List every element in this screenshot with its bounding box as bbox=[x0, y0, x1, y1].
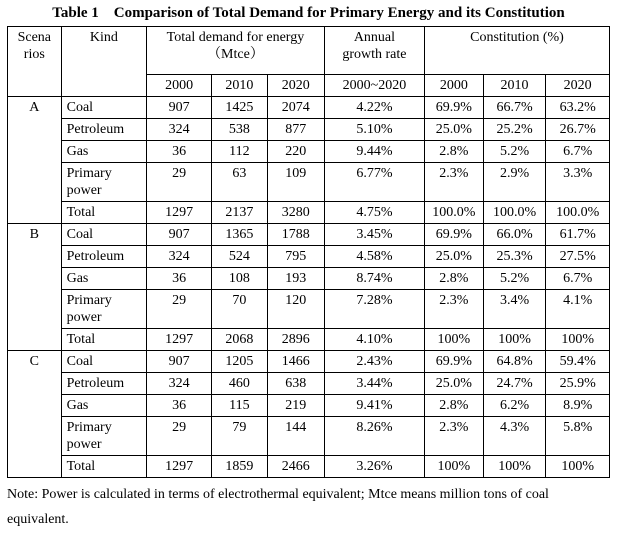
kind-cell: Coal bbox=[61, 351, 146, 373]
constitution-2010-cell: 100.0% bbox=[483, 202, 546, 224]
header-const-2020: 2020 bbox=[546, 75, 610, 97]
constitution-2000-cell: 69.9% bbox=[424, 97, 483, 119]
header-const-2010: 2010 bbox=[483, 75, 546, 97]
demand-2010-cell: 79 bbox=[212, 417, 267, 456]
constitution-2020-cell: 3.3% bbox=[546, 163, 610, 202]
constitution-2010-cell: 66.7% bbox=[483, 97, 546, 119]
constitution-2020-cell: 4.1% bbox=[546, 290, 610, 329]
demand-2020-cell: 638 bbox=[267, 373, 324, 395]
table-row bbox=[8, 417, 610, 456]
constitution-2020-cell: 25.9% bbox=[546, 373, 610, 395]
constitution-2010-cell: 64.8% bbox=[483, 351, 546, 373]
table-row bbox=[8, 119, 610, 141]
demand-2020-cell: 193 bbox=[267, 268, 324, 290]
constitution-2020-cell: 100.0% bbox=[546, 202, 610, 224]
demand-2000-cell: 36 bbox=[147, 395, 212, 417]
demand-2010-cell: 70 bbox=[212, 290, 267, 329]
demand-2010-cell: 1365 bbox=[212, 224, 267, 246]
constitution-2000-cell: 2.8% bbox=[424, 268, 483, 290]
table-row bbox=[8, 224, 610, 246]
demand-2020-cell: 109 bbox=[267, 163, 324, 202]
header-scenarios: Scena rios bbox=[8, 27, 62, 97]
demand-2000-cell: 29 bbox=[147, 417, 212, 456]
demand-2000-cell: 907 bbox=[147, 351, 212, 373]
kind-cell: Coal bbox=[61, 97, 146, 119]
constitution-2000-cell: 2.3% bbox=[424, 163, 483, 202]
growth-rate-cell: 3.45% bbox=[324, 224, 424, 246]
constitution-2010-cell: 100% bbox=[483, 329, 546, 351]
growth-rate-cell: 9.41% bbox=[324, 395, 424, 417]
constitution-2000-cell: 2.3% bbox=[424, 290, 483, 329]
constitution-2020-cell: 61.7% bbox=[546, 224, 610, 246]
constitution-2020-cell: 100% bbox=[546, 456, 610, 478]
constitution-2020-cell: 8.9% bbox=[546, 395, 610, 417]
demand-2020-cell: 219 bbox=[267, 395, 324, 417]
demand-2010-cell: 524 bbox=[212, 246, 267, 268]
constitution-2000-cell: 25.0% bbox=[424, 119, 483, 141]
demand-2000-cell: 29 bbox=[147, 163, 212, 202]
growth-rate-cell: 6.77% bbox=[324, 163, 424, 202]
kind-cell: Primary power bbox=[61, 417, 146, 456]
growth-rate-cell: 8.26% bbox=[324, 417, 424, 456]
header-demand-group: Total demand for energy （Mtce） bbox=[147, 27, 325, 75]
scenario-cell: A bbox=[8, 97, 62, 224]
demand-2020-cell: 877 bbox=[267, 119, 324, 141]
constitution-2020-cell: 63.2% bbox=[546, 97, 610, 119]
kind-cell: Gas bbox=[61, 268, 146, 290]
kind-cell: Primary power bbox=[61, 163, 146, 202]
constitution-2020-cell: 6.7% bbox=[546, 268, 610, 290]
growth-rate-cell: 4.10% bbox=[324, 329, 424, 351]
growth-rate-cell: 5.10% bbox=[324, 119, 424, 141]
table-row bbox=[8, 163, 610, 202]
demand-2020-cell: 3280 bbox=[267, 202, 324, 224]
energy-demand-table bbox=[7, 26, 610, 478]
kind-cell: Petroleum bbox=[61, 119, 146, 141]
kind-cell: Total bbox=[61, 202, 146, 224]
constitution-2020-cell: 6.7% bbox=[546, 141, 610, 163]
demand-2000-cell: 1297 bbox=[147, 329, 212, 351]
kind-cell: Gas bbox=[61, 395, 146, 417]
constitution-2000-cell: 69.9% bbox=[424, 351, 483, 373]
table-row bbox=[8, 246, 610, 268]
kind-cell: Gas bbox=[61, 141, 146, 163]
demand-2010-cell: 115 bbox=[212, 395, 267, 417]
demand-2010-cell: 1425 bbox=[212, 97, 267, 119]
demand-2020-cell: 2896 bbox=[267, 329, 324, 351]
constitution-2000-cell: 69.9% bbox=[424, 224, 483, 246]
constitution-2010-cell: 25.2% bbox=[483, 119, 546, 141]
constitution-2010-cell: 5.2% bbox=[483, 141, 546, 163]
constitution-2010-cell: 25.3% bbox=[483, 246, 546, 268]
growth-rate-cell: 4.22% bbox=[324, 97, 424, 119]
header-demand-2000: 2000 bbox=[147, 75, 212, 97]
table-title: Table 1 Comparison of Total Demand for Primary Energy and its Constitution bbox=[52, 5, 565, 21]
demand-2010-cell: 460 bbox=[212, 373, 267, 395]
demand-2000-cell: 29 bbox=[147, 290, 212, 329]
constitution-2020-cell: 100% bbox=[546, 329, 610, 351]
demand-2000-cell: 36 bbox=[147, 268, 212, 290]
header-growth-period: 2000~2020 bbox=[324, 75, 424, 97]
table-row bbox=[8, 141, 610, 163]
demand-2000-cell: 907 bbox=[147, 224, 212, 246]
constitution-2010-cell: 5.2% bbox=[483, 268, 546, 290]
table-row bbox=[8, 395, 610, 417]
constitution-2010-cell: 3.4% bbox=[483, 290, 546, 329]
table-row bbox=[8, 202, 610, 224]
growth-rate-cell: 8.74% bbox=[324, 268, 424, 290]
demand-2000-cell: 1297 bbox=[147, 202, 212, 224]
kind-cell: Petroleum bbox=[61, 246, 146, 268]
demand-2010-cell: 1859 bbox=[212, 456, 267, 478]
constitution-2020-cell: 5.8% bbox=[546, 417, 610, 456]
header-growth-group: Annual growth rate bbox=[324, 27, 424, 75]
table-row bbox=[8, 456, 610, 478]
kind-cell: Primary power bbox=[61, 290, 146, 329]
growth-rate-cell: 7.28% bbox=[324, 290, 424, 329]
demand-2000-cell: 324 bbox=[147, 119, 212, 141]
constitution-2010-cell: 66.0% bbox=[483, 224, 546, 246]
scenario-cell: C bbox=[8, 351, 62, 478]
growth-rate-cell: 4.58% bbox=[324, 246, 424, 268]
growth-rate-cell: 2.43% bbox=[324, 351, 424, 373]
constitution-2020-cell: 26.7% bbox=[546, 119, 610, 141]
header-kind: Kind bbox=[61, 27, 146, 97]
growth-rate-cell: 3.44% bbox=[324, 373, 424, 395]
header-group-row bbox=[8, 27, 610, 75]
demand-2020-cell: 220 bbox=[267, 141, 324, 163]
kind-cell: Total bbox=[61, 329, 146, 351]
demand-2010-cell: 63 bbox=[212, 163, 267, 202]
demand-2010-cell: 538 bbox=[212, 119, 267, 141]
header-const-2000: 2000 bbox=[424, 75, 483, 97]
table-row bbox=[8, 268, 610, 290]
constitution-2000-cell: 100% bbox=[424, 456, 483, 478]
demand-2020-cell: 144 bbox=[267, 417, 324, 456]
demand-2010-cell: 2137 bbox=[212, 202, 267, 224]
demand-2000-cell: 1297 bbox=[147, 456, 212, 478]
demand-2020-cell: 795 bbox=[267, 246, 324, 268]
demand-2010-cell: 1205 bbox=[212, 351, 267, 373]
constitution-2000-cell: 25.0% bbox=[424, 373, 483, 395]
header-demand-2020: 2020 bbox=[267, 75, 324, 97]
constitution-2010-cell: 100% bbox=[483, 456, 546, 478]
demand-2000-cell: 907 bbox=[147, 97, 212, 119]
table-row bbox=[8, 329, 610, 351]
constitution-2010-cell: 6.2% bbox=[483, 395, 546, 417]
kind-cell: Total bbox=[61, 456, 146, 478]
table-row bbox=[8, 97, 610, 119]
growth-rate-cell: 3.26% bbox=[324, 456, 424, 478]
growth-rate-cell: 4.75% bbox=[324, 202, 424, 224]
demand-2020-cell: 1788 bbox=[267, 224, 324, 246]
demand-2020-cell: 2466 bbox=[267, 456, 324, 478]
constitution-2010-cell: 2.9% bbox=[483, 163, 546, 202]
constitution-2020-cell: 59.4% bbox=[546, 351, 610, 373]
table-row bbox=[8, 351, 610, 373]
header-constitution-group: Constitution (%) bbox=[424, 27, 609, 75]
constitution-2010-cell: 24.7% bbox=[483, 373, 546, 395]
demand-2020-cell: 1466 bbox=[267, 351, 324, 373]
constitution-2000-cell: 2.8% bbox=[424, 395, 483, 417]
constitution-2000-cell: 100% bbox=[424, 329, 483, 351]
constitution-2000-cell: 2.8% bbox=[424, 141, 483, 163]
demand-2010-cell: 2068 bbox=[212, 329, 267, 351]
table-row bbox=[8, 373, 610, 395]
demand-2020-cell: 2074 bbox=[267, 97, 324, 119]
demand-2000-cell: 324 bbox=[147, 246, 212, 268]
kind-cell: Coal bbox=[61, 224, 146, 246]
table-row bbox=[8, 290, 610, 329]
scenario-cell: B bbox=[8, 224, 62, 351]
demand-2000-cell: 36 bbox=[147, 141, 212, 163]
constitution-2000-cell: 100.0% bbox=[424, 202, 483, 224]
growth-rate-cell: 9.44% bbox=[324, 141, 424, 163]
header-demand-2010: 2010 bbox=[212, 75, 267, 97]
demand-2010-cell: 112 bbox=[212, 141, 267, 163]
constitution-2000-cell: 2.3% bbox=[424, 417, 483, 456]
demand-2000-cell: 324 bbox=[147, 373, 212, 395]
constitution-2000-cell: 25.0% bbox=[424, 246, 483, 268]
demand-2020-cell: 120 bbox=[267, 290, 324, 329]
demand-2010-cell: 108 bbox=[212, 268, 267, 290]
constitution-2010-cell: 4.3% bbox=[483, 417, 546, 456]
constitution-2020-cell: 27.5% bbox=[546, 246, 610, 268]
kind-cell: Petroleum bbox=[61, 373, 146, 395]
footnote: Note: Power is calculated in terms of electrothermal equivalent; Mtce means million tons of coal equivalent. bbox=[7, 487, 549, 527]
